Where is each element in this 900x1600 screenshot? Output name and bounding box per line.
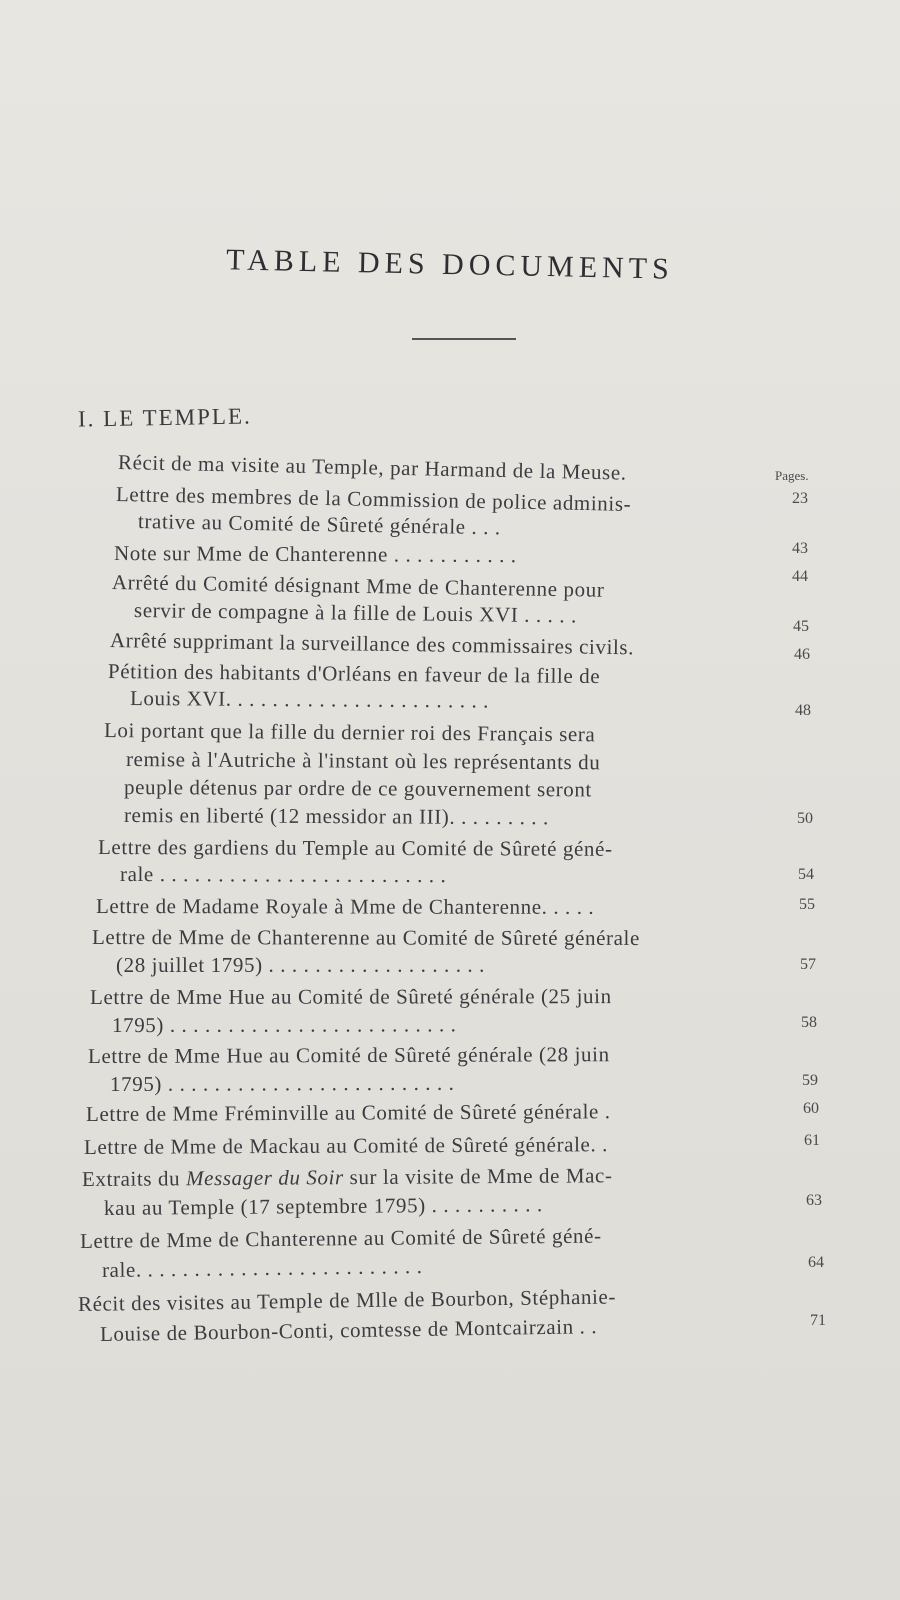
toc-line — [82, 1163, 613, 1192]
toc-line: Arrêté supprimant la surveillance des commissaires civils. — [109, 628, 635, 660]
page-number: 45 — [793, 618, 809, 635]
section-heading: I. LE TEMPLE. — [77, 403, 252, 432]
toc-line: Lettre de Mme Hue au Comité de Sûreté générale (28 juin — [87, 1042, 610, 1068]
pages-column-label: Pages. — [775, 468, 809, 483]
page-number: 43 — [792, 540, 808, 557]
toc-line: Lettre des membres de la Commission de police adminis- — [115, 482, 632, 516]
toc-line: Récit de ma visite au Temple, par Harmand de la Meuse. — [117, 450, 627, 485]
page-number: 55 — [799, 896, 815, 913]
toc-line: trative au Comité de Sûreté générale . . . — [137, 509, 501, 540]
toc-line: rale. . . . . . . . . . . . . . . . . . . . . . . . . — [101, 1254, 423, 1282]
toc-line: Lettre de Mme Hue au Comité de Sûreté générale (25 juin — [89, 984, 612, 1009]
page-number: 54 — [798, 866, 814, 883]
toc-line: Lettre de Mme de Chanterenne au Comité de Sûreté générale — [91, 925, 640, 950]
toc-line: peuple détenus par ordre de ce gouvernement seront — [123, 775, 592, 802]
toc-line: Note sur Mme de Chanterenne . . . . . . . . . . . — [113, 541, 517, 568]
toc-line: Louis XVI. . . . . . . . . . . . . . . . . . . . . . . — [129, 686, 490, 713]
toc-line: Pétition des habitants d'Orléans en faveur de la fille de — [107, 659, 601, 689]
periodical-title: Messager du Soir — [185, 1165, 344, 1191]
page-number: 61 — [804, 1132, 820, 1149]
toc-line: Louise de Bourbon-Conti, comtesse de Montcairzain . . — [99, 1314, 598, 1346]
page-title: TABLE DES DOCUMENTS — [225, 243, 675, 286]
page-number: 46 — [794, 646, 810, 663]
toc-text: sur la visite de Mme de Mac- — [343, 1163, 613, 1190]
toc-line: 1795) . . . . . . . . . . . . . . . . . . . . . . . . . — [111, 1012, 457, 1037]
toc-line: Lettre de Mme de Chanterenne au Comité de Sûreté géné- — [79, 1223, 602, 1253]
toc-line: remise à l'Autriche à l'instant où les représentants du — [125, 747, 601, 775]
page-number: 23 — [792, 490, 808, 507]
page-number: 60 — [803, 1100, 819, 1117]
toc-line: kau au Temple (17 septembre 1795) . . . . . . . . . . — [103, 1192, 543, 1220]
page-number: 71 — [810, 1312, 826, 1329]
page-number: 63 — [806, 1192, 822, 1209]
toc-line: Arrêté du Comité désignant Mme de Chanterenne pour — [111, 570, 605, 602]
toc-line: Loi portant que la fille du dernier roi des Français sera — [103, 718, 596, 747]
toc-line: 1795) . . . . . . . . . . . . . . . . . . . . . . . . . — [109, 1070, 455, 1096]
toc-line: Lettre de Mme de Mackau au Comité de Sûreté générale. . — [83, 1132, 609, 1159]
page-number: 58 — [801, 1014, 817, 1031]
page-number: 57 — [800, 956, 816, 973]
page-number: 44 — [792, 568, 808, 585]
toc-text: Extraits du — [81, 1166, 187, 1191]
toc-line: Lettre de Madame Royale à Mme de Chanterenne. . . . . — [95, 894, 595, 919]
page-number: 59 — [802, 1072, 818, 1089]
page-number: 48 — [795, 702, 811, 719]
page-number: 50 — [797, 810, 813, 827]
toc-line: (28 juillet 1795) . . . . . . . . . . . . . . . . . . . — [116, 953, 485, 977]
toc-line: servir de compagne à la fille de Louis XVI . . . . . — [133, 598, 578, 628]
toc-line: Récit des visites au Temple de Mlle de Bourbon, Stéphanie- — [77, 1284, 617, 1316]
toc-line: Lettre de Mme Fréminville au Comité de Sûreté générale . — [85, 1099, 611, 1126]
toc-line: Lettre des gardiens du Temple au Comité de Sûreté géné- — [97, 835, 613, 861]
toc-line: rale . . . . . . . . . . . . . . . . . . . . . . . . . — [119, 862, 447, 888]
page-number: 64 — [808, 1254, 824, 1271]
toc-line: remis en liberté (12 messidor an III). . . . . . . . . — [123, 803, 549, 830]
